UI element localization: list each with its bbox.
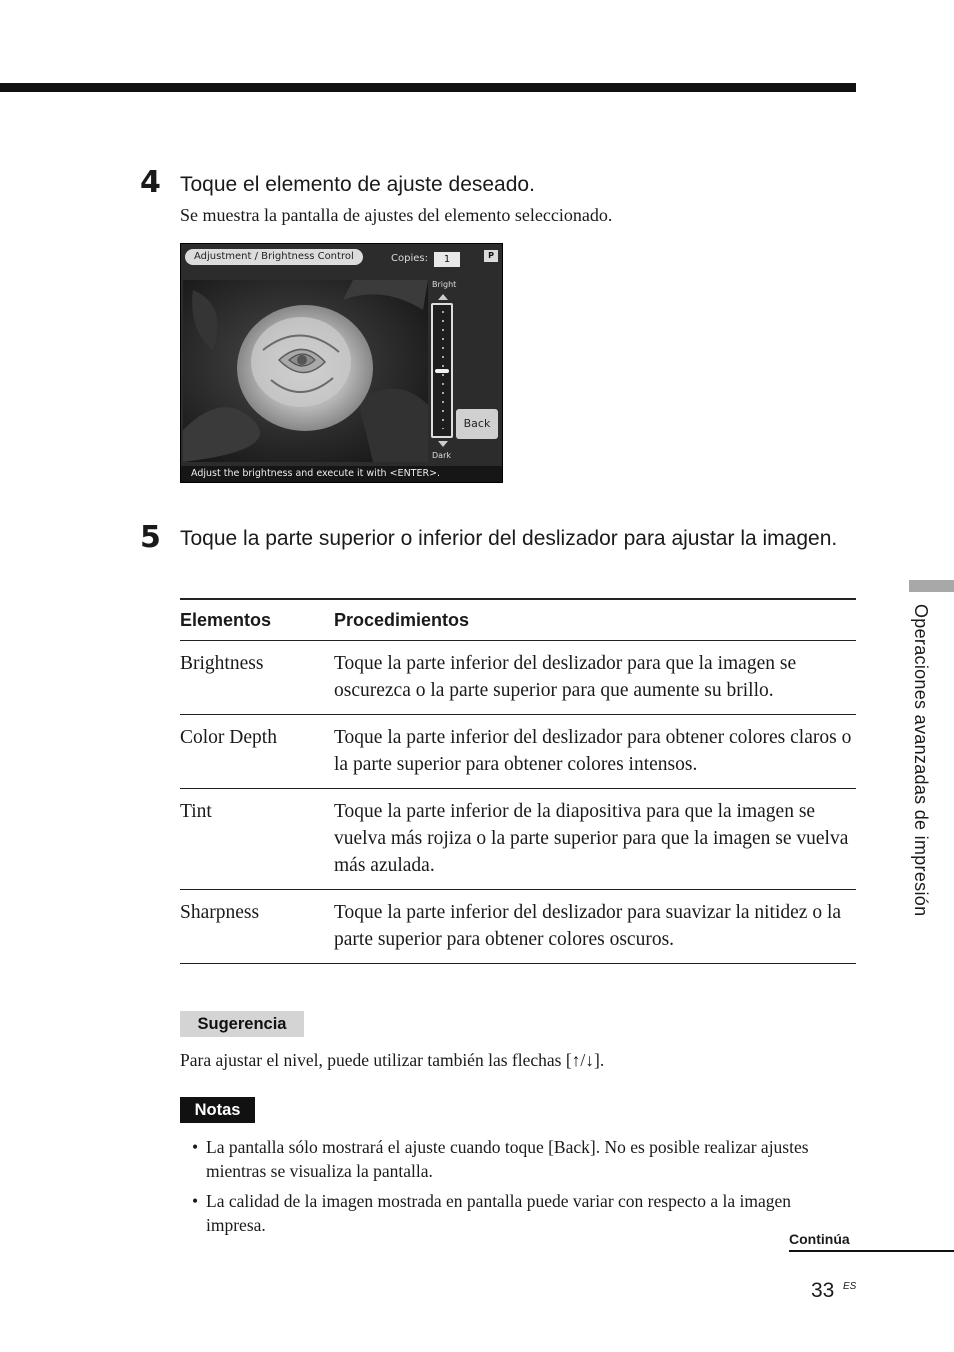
rose-photo-preview [183, 280, 428, 462]
side-tab-marker [909, 580, 954, 592]
brightness-slider[interactable] [431, 303, 453, 438]
table-header-row [180, 599, 856, 641]
list-item: • La pantalla sólo mostrará el ajuste cuando toque [Back]. No es posible realizar ajustes mientras se visualiza la pantalla. [192, 1135, 852, 1183]
notes-list [192, 1135, 852, 1243]
back-button[interactable]: Back [456, 409, 498, 439]
side-tab-text: Operaciones avanzadas de impresión [911, 604, 931, 917]
row-element: Sharpness [180, 902, 260, 923]
bright-label: Bright [432, 280, 457, 289]
dark-label: Dark [432, 451, 451, 460]
arrow-down-icon[interactable] [438, 441, 448, 447]
step-4-title: Toque el elemento de ajuste deseado. [180, 173, 535, 196]
top-rule [0, 83, 856, 92]
row-procedure: Toque la parte inferior del deslizador para obtener colores claros o la parte superior para obtener colores intensos. [334, 727, 852, 775]
list-item: • La calidad de la imagen mostrada en pantalla puede variar con respecto a la imagen impresa. [192, 1189, 852, 1237]
page-number: 33 [811, 1279, 835, 1302]
row-procedure: Toque la parte inferior del deslizador para que la imagen se oscurezca o la parte superior para que aumente su brillo. [334, 653, 797, 701]
step-5-title: Toque la parte superior o inferior del deslizador para ajustar la imagen. [180, 527, 838, 550]
row-procedure: Toque la parte inferior del deslizador para suavizar la nitidez o la parte superior para obtener colores oscuros. [334, 902, 842, 950]
step-5-number: 5 [140, 520, 161, 555]
row-element: Color Depth [180, 727, 277, 748]
copies-label: Copies: [391, 253, 428, 264]
step-4-description: Se muestra la pantalla de ajustes del elemento seleccionado. [180, 205, 613, 225]
table-row [180, 789, 856, 890]
step-4-number: 4 [140, 165, 161, 200]
screen-status-bar: Adjust the brightness and execute it with <ENTER>. [181, 466, 502, 482]
continua-label: Continúa [789, 1231, 850, 1247]
tip-label: Sugerencia [180, 1011, 304, 1037]
screen-title: Adjustment / Brightness Control [185, 249, 363, 265]
brightness-control-screen [180, 243, 503, 483]
notes-label: Notas [180, 1097, 255, 1123]
row-procedure: Toque la parte inferior de la diapositiva para que la imagen se vuelva más rojiza o la parte superior para que la imagen se vuelva más azulada. [334, 801, 849, 876]
header-elementos: Elementos [180, 610, 272, 630]
table-row [180, 641, 856, 715]
row-element: Tint [180, 801, 212, 822]
arrow-up-icon[interactable] [438, 294, 448, 300]
page-language: ES [843, 1281, 857, 1292]
header-procedimientos: Procedimientos [334, 610, 470, 630]
slider-thumb[interactable] [435, 369, 449, 373]
copies-value[interactable]: 1 [434, 252, 460, 267]
continua-rule [789, 1250, 954, 1252]
tip-text: Para ajustar el nivel, puede utilizar también las flechas [↑/↓]. [180, 1050, 605, 1070]
p-badge: P [484, 250, 498, 262]
table-row [180, 890, 856, 964]
adjustment-table [180, 598, 856, 964]
table-row [180, 715, 856, 789]
row-element: Brightness [180, 653, 264, 674]
